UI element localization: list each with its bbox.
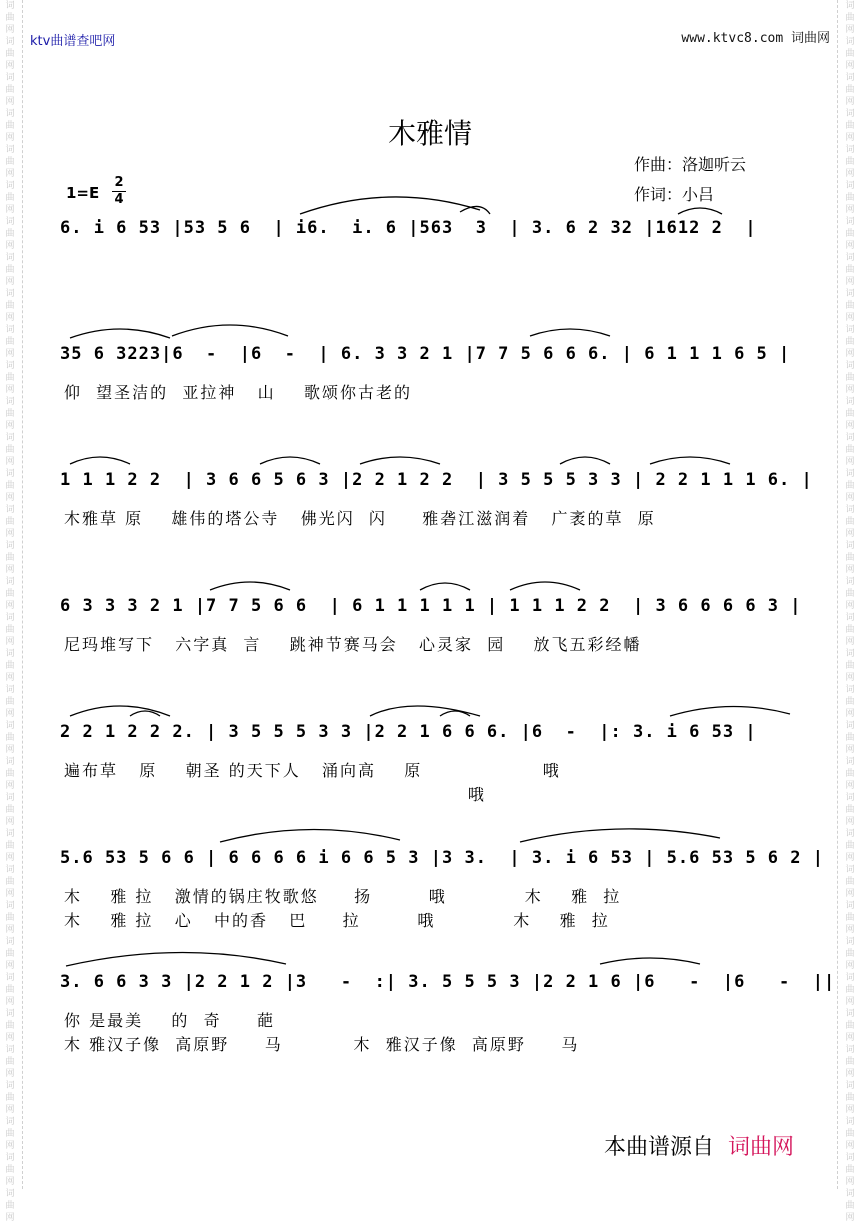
lyric-line-2: 哦 [64,785,486,804]
footer-source [604,1130,794,1161]
left-side-watermark: 词曲网词曲网词曲网词曲网词曲网词曲网词曲网词曲网词曲网词曲网词曲网词曲网词曲网词曲网词曲网词曲网词曲网词曲网词曲网词曲网词曲网词曲网词曲网词曲网词曲网词曲网词曲网词曲网词曲网词曲网词曲网词曲网词曲网词曲网 [5,1,15,1223]
right-margin-line [837,0,838,1189]
header-url[interactable]: www.ktvc8.com 词曲网 [681,31,830,46]
lyric-line-1: 尼玛堆写下 六字真 言 跳神节赛马会 心灵家 园 放飞五彩经幡 [64,635,642,654]
notation-line: 35 6 3223|6 - |6 - | 6. 3 3 2 1 |7 7 5 6 6 6. | 6 1 1 1 6 5 | [60,344,791,364]
lyric-line-2: 木 雅汉子像 高原野 马 木 雅汉子像 高原野 马 [64,1035,580,1054]
footer-brand-link[interactable]: 词曲网 [728,1135,795,1160]
right-side-watermark: 词曲网词曲网词曲网词曲网词曲网词曲网词曲网词曲网词曲网词曲网词曲网词曲网词曲网词曲网词曲网词曲网词曲网词曲网词曲网词曲网词曲网词曲网词曲网词曲网词曲网词曲网词曲网词曲网词曲网词曲网词曲网词曲网词曲网词曲网 [845,1,855,1223]
time-signature-bottom: 4 [114,192,124,207]
lyric-line-1: 木雅草 原 雄伟的塔公寺 佛光闪 闪 雅砻江滋润着 广袤的草 原 [64,509,656,528]
lyric-line-1: 木 雅 拉 激情的锅庄牧歌悠 扬 哦 木 雅 拉 [64,887,622,906]
header-site-link[interactable]: ktv曲谱查吧网 [30,34,116,49]
notation-line: 3. 6 6 3 3 |2 2 1 2 |3 - :| 3. 5 5 5 3 |2 2 1 6 |6 - |6 - || [60,972,836,992]
lyric-line-1: 你 是最美 的 奇 葩 [64,1011,276,1030]
notation-line: 1 1 1 2 2 | 3 6 6 5 6 3 |2 2 1 2 2 | 3 5 5 5 3 3 | 2 2 1 1 1 6. | [60,470,813,490]
time-signature-top: 2 [114,175,124,190]
lyric-line-1: 仰 望圣洁的 亚拉神 山 歌颂你古老的 [64,383,412,402]
notation-line: 5.6 53 5 6 6 | 6 6 6 6 i 6 6 5 3 |3 3. | 3. i 6 53 | 5.6 53 5 6 2 | [60,848,824,868]
song-title: 木雅情 [387,117,472,150]
notation-line: 6 3 3 3 2 1 |7 7 5 6 6 | 6 1 1 1 1 1 | 1 1 1 2 2 | 3 6 6 6 6 3 | [60,596,802,616]
composer-credit: 作曲：洛迦听云 [634,155,747,174]
lyric-line-1: 遍布草 原 朝圣 的天下人 涌向高 原 哦 [64,761,561,780]
notation-line: 2 2 1 2 2 2. | 3 5 5 5 3 3 |2 2 1 6 6 6. |6 - |: 3. i 6 53 | [60,722,757,742]
key-signature: 1=E [66,184,100,202]
notation-line: 6. i 6 53 |53 5 6 | i6. i. 6 |563 3 | 3. 6 2 32 |1612 2 | [60,218,757,238]
left-margin-line [22,0,23,1189]
lyricist-credit: 作词：小吕 [634,185,715,204]
lyric-line-2: 木 雅 拉 心 中的香 巴 拉 哦 木 雅 拉 [64,911,610,930]
footer-source-label: 本曲谱源自 [604,1135,715,1160]
